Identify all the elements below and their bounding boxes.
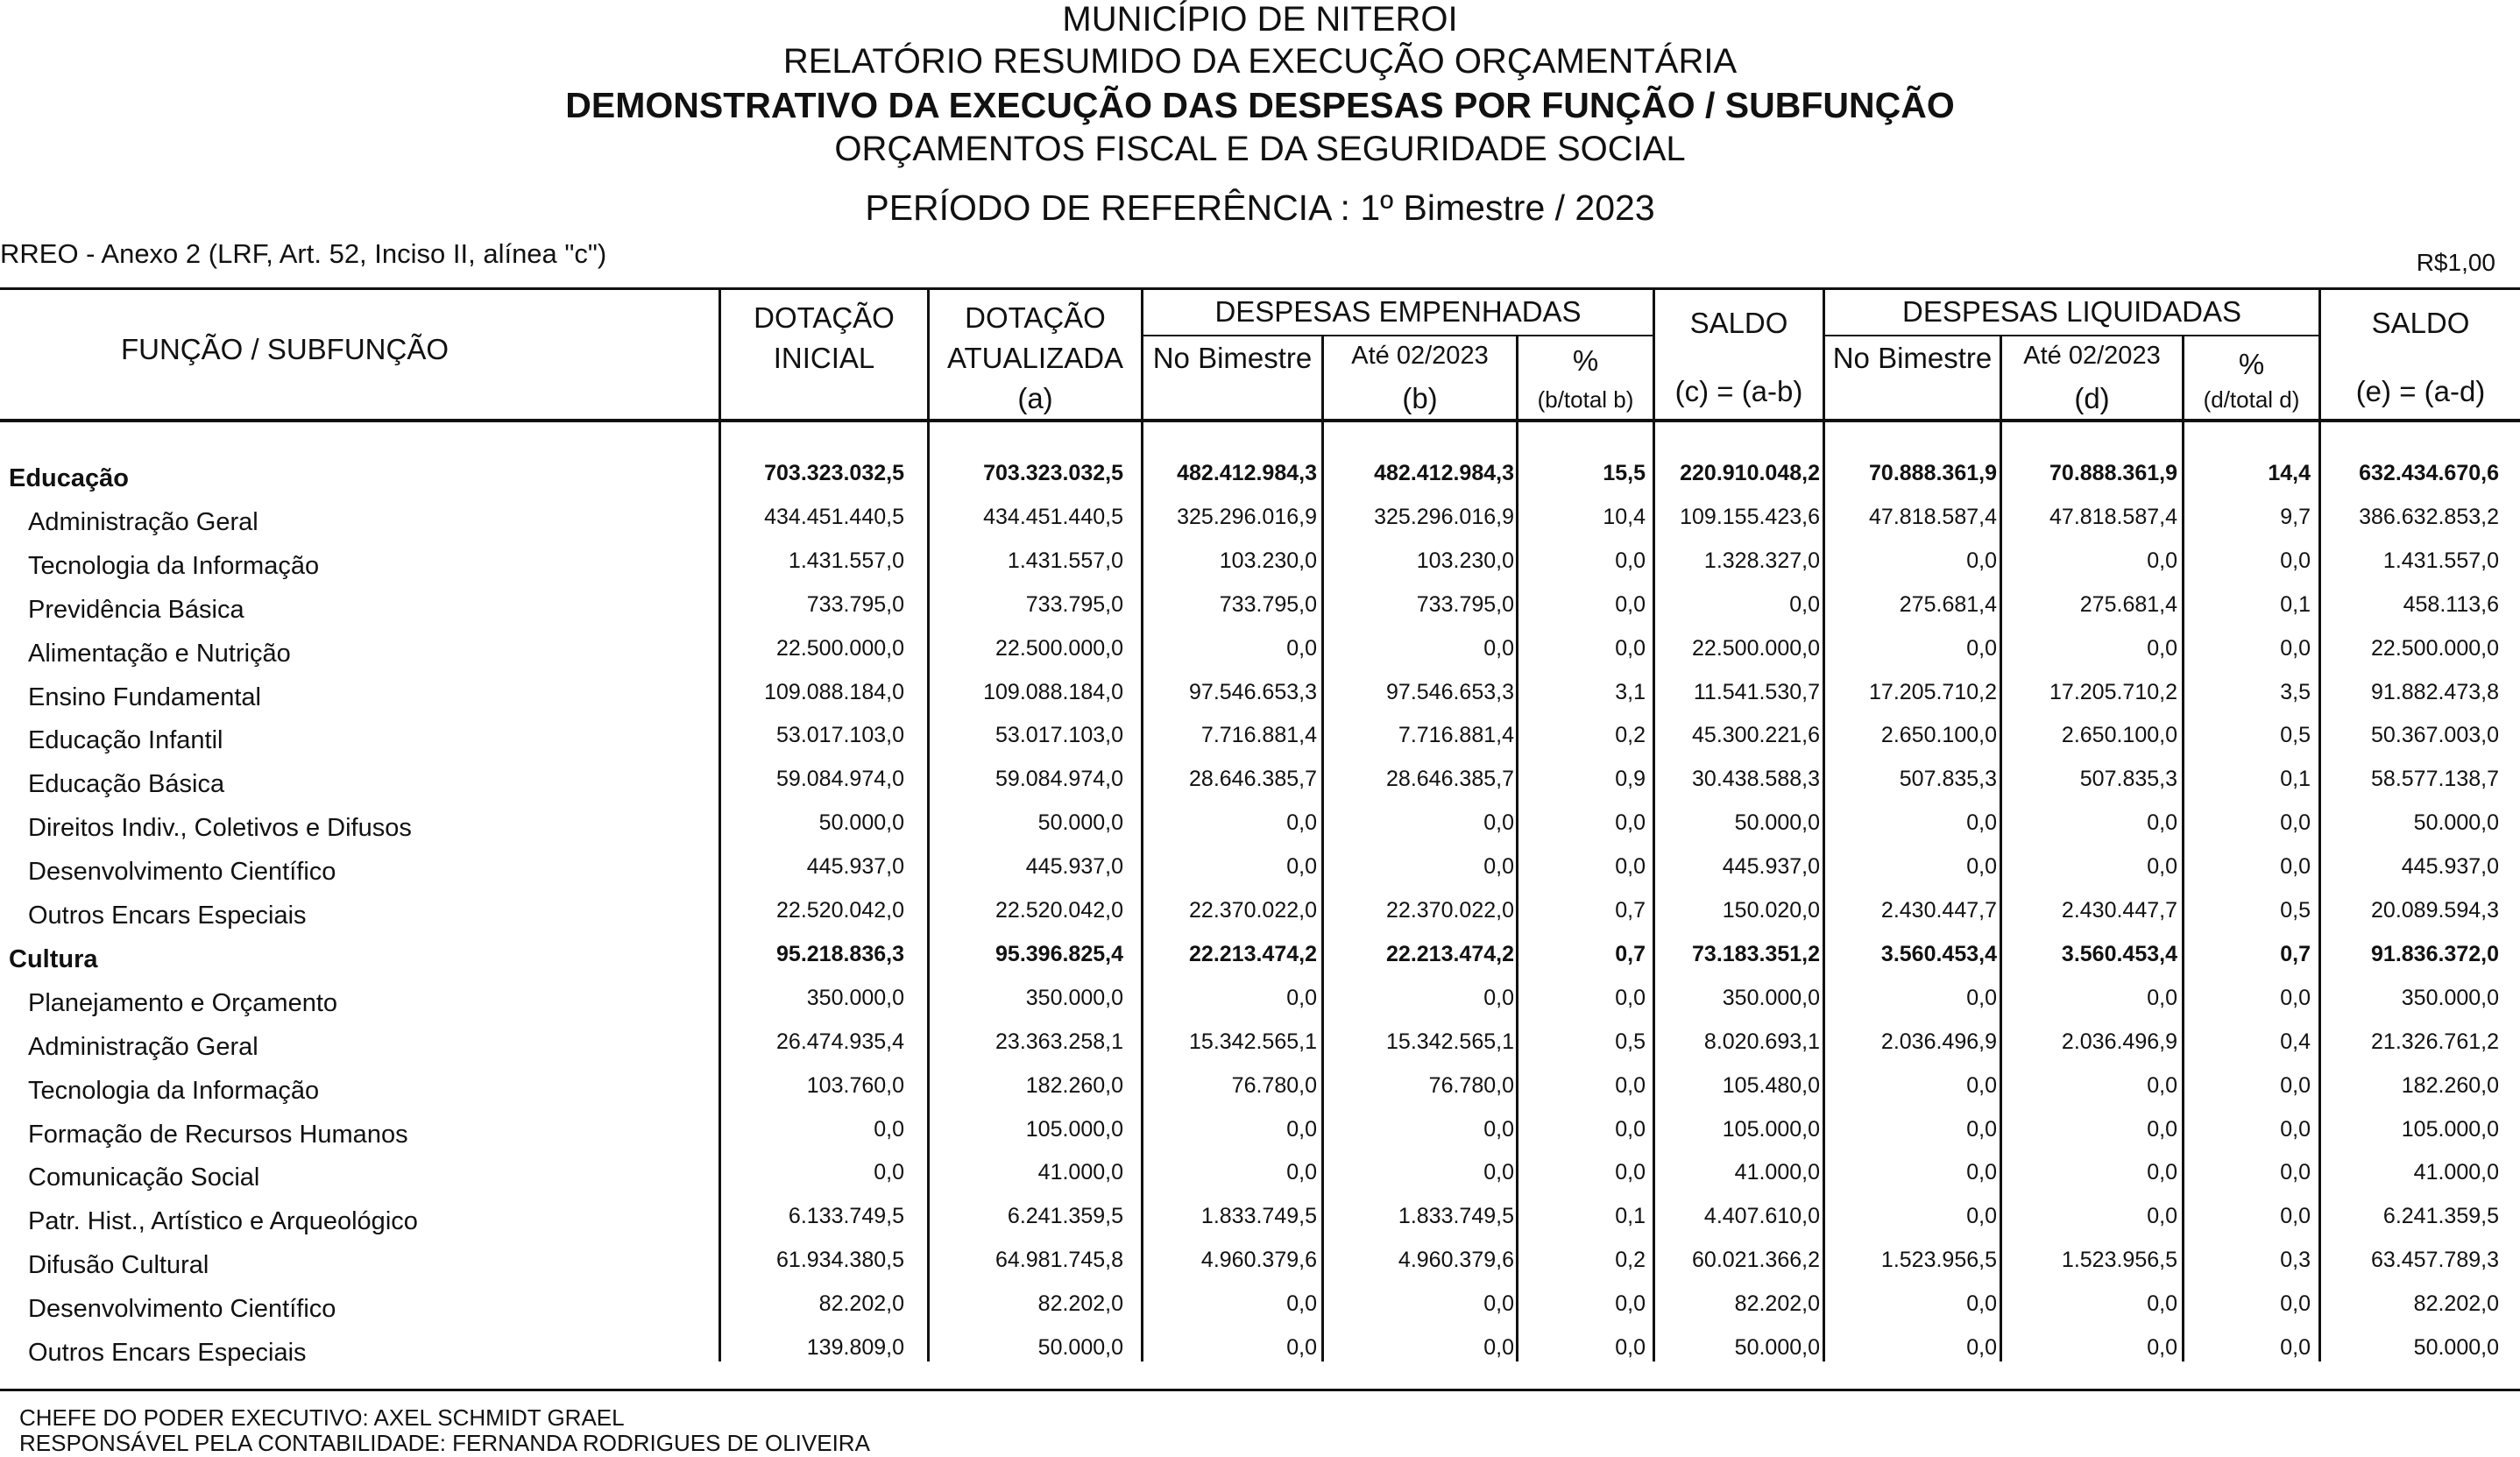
cell-dotacao-inicial: 434.451.440,5 bbox=[764, 505, 904, 529]
cell-empenhadas-bimestre: 4.960.379,6 bbox=[1200, 1248, 1317, 1272]
cell-liquidadas-ate: 0,0 bbox=[2147, 636, 2177, 661]
cell-empenhadas-ate: 4.960.379,6 bbox=[1398, 1248, 1514, 1272]
cell-dotacao-atualizada: 6.241.359,5 bbox=[1007, 1204, 1123, 1228]
cell-empenhadas-ate: 28.646.385,7 bbox=[1386, 767, 1514, 791]
cell-liquidadas-ate: 0,0 bbox=[2147, 548, 2177, 573]
cell-empenhadas-bimestre: 22.213.474,2 bbox=[1189, 942, 1317, 966]
cell-saldo-c: 11.541.530,7 bbox=[1693, 680, 1820, 704]
table-row bbox=[0, 589, 2520, 629]
cell-empenhadas-ate: 325.296.016,9 bbox=[1374, 505, 1514, 529]
cell-dotacao-atualizada: 445.937,0 bbox=[1025, 854, 1123, 879]
subfuncao-label: Tecnologia da Informação bbox=[28, 552, 320, 580]
cell-liquidadas-bimestre: 0,0 bbox=[1966, 1204, 1997, 1228]
cell-saldo-e: 20.089.594,3 bbox=[2371, 898, 2499, 923]
table-row bbox=[0, 545, 2520, 585]
cell-dotacao-atualizada: 41.000,0 bbox=[1037, 1160, 1123, 1185]
col-header-liq-pct-sub: (d/total d) bbox=[2203, 386, 2300, 413]
table-row bbox=[0, 719, 2520, 760]
report-annex: RREO - Anexo 2 (LRF, Art. 52, Inciso II, alínea "c") bbox=[0, 238, 607, 269]
cell-saldo-c: 22.500.000,0 bbox=[1692, 636, 1820, 661]
table-row bbox=[0, 501, 2520, 541]
cell-liquidadas-pct: 0,0 bbox=[2280, 636, 2311, 661]
cell-dotacao-atualizada: 1.431.557,0 bbox=[1007, 548, 1123, 573]
cell-liquidadas-ate: 0,0 bbox=[2147, 1204, 2177, 1228]
cell-dotacao-atualizada: 50.000,0 bbox=[1037, 810, 1123, 835]
table-row bbox=[0, 895, 2520, 935]
cell-saldo-e: 82.202,0 bbox=[2413, 1291, 2499, 1316]
cell-liquidadas-pct: 0,0 bbox=[2280, 986, 2311, 1010]
cell-saldo-c: 8.020.693,1 bbox=[1703, 1029, 1820, 1054]
cell-liquidadas-bimestre: 2.650.100,0 bbox=[1880, 723, 1997, 747]
cell-liquidadas-ate: 0,0 bbox=[2147, 810, 2177, 835]
cell-empenhadas-bimestre: 0,0 bbox=[1286, 1291, 1317, 1316]
cell-empenhadas-pct: 0,2 bbox=[1615, 723, 1646, 747]
table-row bbox=[0, 1156, 2520, 1197]
cell-liquidadas-ate: 507.835,3 bbox=[2079, 767, 2177, 791]
cell-saldo-e: 105.000,0 bbox=[2401, 1117, 2499, 1142]
cell-saldo-c: 45.300.221,6 bbox=[1692, 723, 1820, 747]
cell-saldo-c: 50.000,0 bbox=[1734, 1335, 1820, 1360]
cell-liquidadas-bimestre: 0,0 bbox=[1966, 636, 1997, 661]
cell-saldo-e: 63.457.789,3 bbox=[2371, 1248, 2499, 1272]
cell-dotacao-atualizada: 109.088.184,0 bbox=[983, 680, 1123, 704]
cell-saldo-c: 50.000,0 bbox=[1734, 810, 1820, 835]
table-row bbox=[0, 676, 2520, 717]
cell-liquidadas-bimestre: 0,0 bbox=[1966, 1117, 1997, 1142]
cell-empenhadas-pct: 10,4 bbox=[1603, 505, 1646, 529]
cell-liquidadas-ate: 2.036.496,9 bbox=[2061, 1029, 2177, 1054]
cell-dotacao-atualizada: 350.000,0 bbox=[1025, 986, 1123, 1010]
cell-empenhadas-bimestre: 76.780,0 bbox=[1231, 1073, 1317, 1098]
cell-liquidadas-pct: 0,0 bbox=[2280, 810, 2311, 835]
cell-saldo-e: 632.434.670,6 bbox=[2359, 461, 2499, 485]
subfuncao-label: Desenvolvimento Científico bbox=[28, 1295, 336, 1323]
cell-dotacao-atualizada: 733.795,0 bbox=[1025, 592, 1123, 617]
cell-liquidadas-bimestre: 2.430.447,7 bbox=[1880, 898, 1997, 923]
table-top-rule bbox=[0, 287, 2520, 290]
cell-dotacao-inicial: 61.934.380,5 bbox=[776, 1248, 904, 1272]
cell-empenhadas-pct: 0,0 bbox=[1615, 1335, 1646, 1360]
cell-liquidadas-pct: 0,5 bbox=[2280, 898, 2311, 923]
table-bottom-rule bbox=[0, 1389, 2520, 1391]
cell-saldo-e: 58.577.138,7 bbox=[2371, 767, 2499, 791]
table-row bbox=[0, 1114, 2520, 1154]
cell-saldo-e: 350.000,0 bbox=[2401, 986, 2499, 1010]
cell-empenhadas-ate: 0,0 bbox=[1483, 1335, 1514, 1360]
cell-liquidadas-pct: 0,1 bbox=[2280, 592, 2311, 617]
cell-saldo-e: 1.431.557,0 bbox=[2382, 548, 2499, 573]
cell-empenhadas-ate: 0,0 bbox=[1483, 854, 1514, 879]
cell-liquidadas-bimestre: 17.205.710,2 bbox=[1869, 680, 1997, 704]
subfuncao-label: Desenvolvimento Científico bbox=[28, 858, 336, 886]
cell-dotacao-inicial: 50.000,0 bbox=[818, 810, 904, 835]
cell-empenhadas-pct: 0,1 bbox=[1615, 1204, 1646, 1228]
cell-liquidadas-pct: 0,0 bbox=[2280, 1291, 2311, 1316]
cell-dotacao-atualizada: 703.323.032,5 bbox=[983, 461, 1123, 485]
cell-liquidadas-bimestre: 507.835,3 bbox=[1899, 767, 1997, 791]
cell-empenhadas-pct: 3,1 bbox=[1615, 680, 1646, 704]
cell-empenhadas-bimestre: 7.716.881,4 bbox=[1200, 723, 1317, 747]
col-group-empenhadas: DESPESAS EMPENHADAS bbox=[1214, 295, 1582, 328]
cell-dotacao-inicial: 103.760,0 bbox=[806, 1073, 904, 1098]
subfuncao-label: Outros Encars Especiais bbox=[28, 902, 307, 930]
cell-saldo-c: 41.000,0 bbox=[1734, 1160, 1820, 1185]
cell-empenhadas-ate: 733.795,0 bbox=[1416, 592, 1514, 617]
cell-liquidadas-bimestre: 3.560.453,4 bbox=[1880, 942, 1997, 966]
cell-liquidadas-pct: 0,0 bbox=[2280, 1073, 2311, 1098]
cell-dotacao-atualizada: 82.202,0 bbox=[1037, 1291, 1123, 1316]
cell-dotacao-inicial: 22.520.042,0 bbox=[776, 898, 904, 923]
cell-liquidadas-ate: 47.818.587,4 bbox=[2049, 505, 2177, 529]
col-group-liquidadas: DESPESAS LIQUIDADAS bbox=[1902, 295, 2241, 328]
col-header-liq-pct: % bbox=[2238, 348, 2265, 380]
report-municipality: MUNICÍPIO DE NITEROI bbox=[1062, 0, 1458, 39]
cell-liquidadas-bimestre: 1.523.956,5 bbox=[1880, 1248, 1997, 1272]
cell-empenhadas-bimestre: 0,0 bbox=[1286, 1335, 1317, 1360]
cell-liquidadas-bimestre: 2.036.496,9 bbox=[1880, 1029, 1997, 1054]
report-budget-scope: ORÇAMENTOS FISCAL E DA SEGURIDADE SOCIAL bbox=[834, 130, 1686, 168]
cell-empenhadas-ate: 0,0 bbox=[1483, 810, 1514, 835]
cell-liquidadas-bimestre: 0,0 bbox=[1966, 1160, 1997, 1185]
cell-empenhadas-pct: 0,0 bbox=[1615, 986, 1646, 1010]
liq-group-rule bbox=[1823, 335, 2320, 336]
subfuncao-label: Previdência Básica bbox=[28, 596, 244, 624]
subfuncao-label: Outros Encars Especiais bbox=[28, 1339, 307, 1367]
cell-liquidadas-ate: 0,0 bbox=[2147, 1073, 2177, 1098]
cell-saldo-e: 50.367.003,0 bbox=[2371, 723, 2499, 747]
subfuncao-label: Patr. Hist., Artístico e Arqueológico bbox=[28, 1207, 418, 1235]
col-header-liq-d: (d) bbox=[2074, 382, 2110, 414]
cell-empenhadas-ate: 22.370.022,0 bbox=[1386, 898, 1514, 923]
report-title: RELATÓRIO RESUMIDO DA EXECUÇÃO ORÇAMENTÁRIA bbox=[782, 42, 1738, 81]
cell-liquidadas-pct: 0,0 bbox=[2280, 1160, 2311, 1185]
cell-empenhadas-bimestre: 15.342.565,1 bbox=[1189, 1029, 1317, 1054]
cell-saldo-e: 21.326.761,2 bbox=[2371, 1029, 2499, 1054]
cell-saldo-c: 1.328.327,0 bbox=[1703, 548, 1820, 573]
cell-saldo-e: 50.000,0 bbox=[2413, 810, 2499, 835]
cell-dotacao-inicial: 703.323.032,5 bbox=[764, 461, 904, 485]
table-row bbox=[0, 1332, 2520, 1372]
subfuncao-label: Ensino Fundamental bbox=[28, 683, 261, 711]
col-header-dotacao-atualizada: DOTAÇÃO bbox=[965, 301, 1106, 334]
cell-dotacao-atualizada: 95.396.825,4 bbox=[995, 942, 1123, 966]
table-row bbox=[0, 763, 2520, 803]
cell-empenhadas-pct: 0,7 bbox=[1615, 898, 1646, 923]
col-header-dotacao-inicial: DOTAÇÃO bbox=[754, 301, 895, 334]
cell-empenhadas-bimestre: 97.546.653,3 bbox=[1189, 680, 1317, 704]
cell-liquidadas-pct: 0,7 bbox=[2280, 942, 2311, 966]
cell-empenhadas-bimestre: 0,0 bbox=[1286, 810, 1317, 835]
cell-liquidadas-pct: 0,0 bbox=[2280, 1204, 2311, 1228]
cell-liquidadas-pct: 0,0 bbox=[2280, 1335, 2311, 1360]
cell-empenhadas-bimestre: 0,0 bbox=[1286, 986, 1317, 1010]
cell-liquidadas-pct: 0,3 bbox=[2280, 1248, 2311, 1272]
subfuncao-label: Planejamento e Orçamento bbox=[28, 989, 338, 1017]
subfuncao-label: Formação de Recursos Humanos bbox=[28, 1121, 408, 1149]
cell-liquidadas-ate: 70.888.361,9 bbox=[2049, 461, 2177, 485]
cell-liquidadas-bimestre: 0,0 bbox=[1966, 548, 1997, 573]
cell-liquidadas-pct: 0,0 bbox=[2280, 548, 2311, 573]
cell-saldo-e: 91.836.372,0 bbox=[2371, 942, 2499, 966]
cell-empenhadas-pct: 0,0 bbox=[1615, 1117, 1646, 1142]
cell-dotacao-inicial: 6.133.749,5 bbox=[788, 1204, 904, 1228]
cell-empenhadas-pct: 0,5 bbox=[1615, 1029, 1646, 1054]
cell-saldo-c: 109.155.423,6 bbox=[1680, 505, 1820, 529]
table-row bbox=[0, 1244, 2520, 1284]
cell-liquidadas-bimestre: 70.888.361,9 bbox=[1869, 461, 1997, 485]
cell-saldo-c: 0,0 bbox=[1789, 592, 1820, 617]
cell-saldo-c: 220.910.048,2 bbox=[1680, 461, 1820, 485]
report-period: PERÍODO DE REFERÊNCIA : 1º Bimestre / 2023 bbox=[865, 187, 1655, 228]
col-header-emp-pct-sub: (b/total b) bbox=[1537, 386, 1634, 413]
cell-empenhadas-ate: 103.230,0 bbox=[1416, 548, 1514, 573]
cell-saldo-c: 30.438.588,3 bbox=[1692, 767, 1820, 791]
cell-liquidadas-ate: 2.430.447,7 bbox=[2061, 898, 2177, 923]
cell-empenhadas-pct: 0,0 bbox=[1615, 592, 1646, 617]
cell-empenhadas-ate: 482.412.984,3 bbox=[1374, 461, 1514, 485]
funcao-label: Educação bbox=[9, 464, 129, 492]
cell-saldo-c: 105.480,0 bbox=[1722, 1073, 1820, 1098]
cell-empenhadas-ate: 1.833.749,5 bbox=[1398, 1204, 1514, 1228]
cell-liquidadas-pct: 0,4 bbox=[2280, 1029, 2311, 1054]
cell-dotacao-atualizada: 23.363.258,1 bbox=[995, 1029, 1123, 1054]
table-row bbox=[0, 1026, 2520, 1066]
cell-dotacao-inicial: 445.937,0 bbox=[806, 854, 904, 879]
cell-dotacao-inicial: 26.474.935,4 bbox=[776, 1029, 904, 1054]
cell-empenhadas-bimestre: 325.296.016,9 bbox=[1177, 505, 1317, 529]
cell-liquidadas-ate: 275.681,4 bbox=[2079, 592, 2177, 617]
subfuncao-label: Tecnologia da Informação bbox=[28, 1077, 320, 1105]
cell-saldo-e: 41.000,0 bbox=[2413, 1160, 2499, 1185]
table-row bbox=[0, 1200, 2520, 1241]
col-header-dotacao-inicial-sub: INICIAL bbox=[773, 342, 875, 374]
cell-liquidadas-pct: 0,0 bbox=[2280, 1117, 2311, 1142]
table-group-row bbox=[0, 938, 2520, 979]
col-header-emp-b: (b) bbox=[1402, 382, 1438, 414]
cell-dotacao-atualizada: 105.000,0 bbox=[1025, 1117, 1123, 1142]
cell-empenhadas-pct: 0,0 bbox=[1615, 548, 1646, 573]
cell-liquidadas-bimestre: 0,0 bbox=[1966, 810, 1997, 835]
cell-liquidadas-bimestre: 47.818.587,4 bbox=[1869, 505, 1997, 529]
col-header-funcao: FUNÇÃO / SUBFUNÇÃO bbox=[120, 333, 449, 365]
header-bottom-rule bbox=[0, 419, 2520, 422]
cell-empenhadas-pct: 0,0 bbox=[1615, 1160, 1646, 1185]
cell-dotacao-inicial: 95.218.836,3 bbox=[776, 942, 904, 966]
cell-saldo-e: 445.937,0 bbox=[2401, 854, 2499, 879]
cell-empenhadas-ate: 7.716.881,4 bbox=[1398, 723, 1514, 747]
cell-empenhadas-bimestre: 103.230,0 bbox=[1219, 548, 1317, 573]
cell-dotacao-atualizada: 22.500.000,0 bbox=[995, 636, 1123, 661]
subfuncao-label: Direitos Indiv., Coletivos e Difusos bbox=[28, 814, 412, 842]
cell-dotacao-atualizada: 64.981.745,8 bbox=[995, 1248, 1123, 1272]
cell-empenhadas-bimestre: 28.646.385,7 bbox=[1189, 767, 1317, 791]
cell-liquidadas-bimestre: 0,0 bbox=[1966, 1335, 1997, 1360]
col-header-liq-ate: Até 02/2023 bbox=[2023, 342, 2161, 370]
cell-saldo-c: 82.202,0 bbox=[1734, 1291, 1820, 1316]
table-row bbox=[0, 633, 2520, 673]
cell-saldo-e: 22.500.000,0 bbox=[2371, 636, 2499, 661]
cell-liquidadas-bimestre: 0,0 bbox=[1966, 986, 1997, 1010]
cell-empenhadas-bimestre: 733.795,0 bbox=[1219, 592, 1317, 617]
cell-empenhadas-pct: 0,0 bbox=[1615, 810, 1646, 835]
cell-empenhadas-pct: 0,0 bbox=[1615, 1073, 1646, 1098]
cell-liquidadas-pct: 0,0 bbox=[2280, 854, 2311, 879]
subfuncao-label: Educação Básica bbox=[28, 770, 225, 798]
cell-empenhadas-ate: 0,0 bbox=[1483, 1117, 1514, 1142]
cell-dotacao-atualizada: 22.520.042,0 bbox=[995, 898, 1123, 923]
cell-empenhadas-bimestre: 1.833.749,5 bbox=[1200, 1204, 1317, 1228]
cell-saldo-e: 91.882.473,8 bbox=[2371, 680, 2499, 704]
cell-liquidadas-ate: 3.560.453,4 bbox=[2061, 942, 2177, 966]
subfuncao-label: Alimentação e Nutrição bbox=[28, 640, 291, 668]
cell-liquidadas-pct: 14,4 bbox=[2268, 461, 2311, 485]
cell-dotacao-inicial: 0,0 bbox=[874, 1160, 904, 1185]
cell-empenhadas-ate: 22.213.474,2 bbox=[1386, 942, 1514, 966]
cell-saldo-c: 60.021.366,2 bbox=[1692, 1248, 1820, 1272]
cell-dotacao-atualizada: 434.451.440,5 bbox=[983, 505, 1123, 529]
col-header-liq-bimestre: No Bimestre bbox=[1832, 342, 1993, 374]
col-header-saldo-e-formula: (e) = (a-d) bbox=[2355, 375, 2486, 407]
cell-empenhadas-ate: 97.546.653,3 bbox=[1386, 680, 1514, 704]
subfuncao-label: Comunicação Social bbox=[28, 1163, 260, 1192]
table-row bbox=[0, 1288, 2520, 1328]
cell-dotacao-inicial: 59.084.974,0 bbox=[776, 767, 904, 791]
cell-liquidadas-ate: 17.205.710,2 bbox=[2049, 680, 2177, 704]
cell-liquidadas-ate: 0,0 bbox=[2147, 1335, 2177, 1360]
footer-responsavel-contabilidade: RESPONSÁVEL PELA CONTABILIDADE: FERNANDA RODRIGUES DE OLIVEIRA bbox=[19, 1430, 870, 1456]
col-header-saldo-e: SALDO bbox=[2371, 307, 2470, 339]
footer-chefe-executivo: CHEFE DO PODER EXECUTIVO: AXEL SCHMIDT GRAEL bbox=[19, 1404, 625, 1431]
cell-saldo-e: 386.632.853,2 bbox=[2359, 505, 2499, 529]
subfuncao-label: Educação Infantil bbox=[28, 726, 223, 754]
col-header-saldo-c: SALDO bbox=[1689, 307, 1788, 339]
table-group-row bbox=[0, 457, 2520, 498]
cell-dotacao-atualizada: 53.017.103,0 bbox=[995, 723, 1123, 747]
cell-liquidadas-ate: 0,0 bbox=[2147, 986, 2177, 1010]
cell-liquidadas-bimestre: 0,0 bbox=[1966, 854, 1997, 879]
col-header-emp-pct: % bbox=[1572, 344, 1599, 377]
cell-empenhadas-pct: 0,0 bbox=[1615, 1291, 1646, 1316]
currency-unit: R$1,00 bbox=[2416, 249, 2495, 276]
cell-saldo-e: 458.113,6 bbox=[2403, 592, 2499, 617]
cell-empenhadas-bimestre: 482.412.984,3 bbox=[1177, 461, 1317, 485]
cell-dotacao-inicial: 22.500.000,0 bbox=[776, 636, 904, 661]
cell-saldo-e: 6.241.359,5 bbox=[2382, 1204, 2499, 1228]
cell-empenhadas-bimestre: 22.370.022,0 bbox=[1189, 898, 1317, 923]
cell-empenhadas-ate: 0,0 bbox=[1483, 636, 1514, 661]
cell-dotacao-inicial: 53.017.103,0 bbox=[776, 723, 904, 747]
cell-empenhadas-pct: 0,0 bbox=[1615, 636, 1646, 661]
cell-empenhadas-ate: 0,0 bbox=[1483, 986, 1514, 1010]
cell-dotacao-atualizada: 59.084.974,0 bbox=[995, 767, 1123, 791]
cell-liquidadas-pct: 0,5 bbox=[2280, 723, 2311, 747]
cell-liquidadas-pct: 9,7 bbox=[2280, 505, 2311, 529]
funcao-label: Cultura bbox=[9, 945, 98, 973]
cell-saldo-e: 50.000,0 bbox=[2413, 1335, 2499, 1360]
cell-liquidadas-ate: 0,0 bbox=[2147, 1291, 2177, 1316]
report-subtitle: DEMONSTRATIVO DA EXECUÇÃO DAS DESPESAS POR FUNÇÃO / SUBFUNÇÃO bbox=[565, 85, 1955, 125]
cell-empenhadas-bimestre: 0,0 bbox=[1286, 636, 1317, 661]
cell-saldo-c: 4.407.610,0 bbox=[1703, 1204, 1820, 1228]
col-header-saldo-c-formula: (c) = (a-b) bbox=[1674, 375, 1803, 407]
col-header-dotacao-atualizada-sub: ATUALIZADA bbox=[946, 342, 1124, 374]
cell-dotacao-inicial: 139.809,0 bbox=[806, 1335, 904, 1360]
cell-saldo-c: 105.000,0 bbox=[1722, 1117, 1820, 1142]
cell-dotacao-inicial: 733.795,0 bbox=[806, 592, 904, 617]
cell-empenhadas-bimestre: 0,0 bbox=[1286, 1160, 1317, 1185]
cell-empenhadas-ate: 0,0 bbox=[1483, 1291, 1514, 1316]
col-header-dotacao-atualizada-a: (a) bbox=[1017, 382, 1053, 414]
cell-empenhadas-pct: 15,5 bbox=[1603, 461, 1646, 485]
cell-liquidadas-bimestre: 0,0 bbox=[1966, 1291, 1997, 1316]
cell-saldo-c: 73.183.351,2 bbox=[1692, 942, 1820, 966]
subfuncao-label: Difusão Cultural bbox=[28, 1251, 209, 1279]
cell-saldo-c: 445.937,0 bbox=[1722, 854, 1820, 879]
table-row bbox=[0, 1070, 2520, 1110]
cell-liquidadas-bimestre: 275.681,4 bbox=[1899, 592, 1997, 617]
cell-liquidadas-ate: 0,0 bbox=[2147, 854, 2177, 879]
cell-liquidadas-ate: 2.650.100,0 bbox=[2061, 723, 2177, 747]
cell-dotacao-inicial: 350.000,0 bbox=[806, 986, 904, 1010]
cell-dotacao-inicial: 1.431.557,0 bbox=[788, 548, 904, 573]
cell-dotacao-inicial: 82.202,0 bbox=[818, 1291, 904, 1316]
subfuncao-label: Administração Geral bbox=[28, 508, 258, 536]
cell-empenhadas-pct: 0,0 bbox=[1615, 854, 1646, 879]
col-header-emp-ate: Até 02/2023 bbox=[1351, 342, 1489, 370]
cell-empenhadas-bimestre: 0,0 bbox=[1286, 1117, 1317, 1142]
cell-dotacao-atualizada: 182.260,0 bbox=[1025, 1073, 1123, 1098]
cell-dotacao-inicial: 109.088.184,0 bbox=[764, 680, 904, 704]
table-row bbox=[0, 807, 2520, 847]
cell-empenhadas-ate: 76.780,0 bbox=[1428, 1073, 1514, 1098]
table-row bbox=[0, 851, 2520, 891]
cell-empenhadas-pct: 0,7 bbox=[1615, 942, 1646, 966]
cell-saldo-c: 150.020,0 bbox=[1722, 898, 1820, 923]
cell-liquidadas-ate: 0,0 bbox=[2147, 1117, 2177, 1142]
cell-dotacao-inicial: 0,0 bbox=[874, 1117, 904, 1142]
cell-saldo-e: 182.260,0 bbox=[2401, 1073, 2499, 1098]
cell-liquidadas-ate: 1.523.956,5 bbox=[2061, 1248, 2177, 1272]
emp-group-rule bbox=[1141, 335, 1654, 336]
cell-empenhadas-ate: 15.342.565,1 bbox=[1386, 1029, 1514, 1054]
cell-empenhadas-pct: 0,9 bbox=[1615, 767, 1646, 791]
cell-liquidadas-pct: 3,5 bbox=[2280, 680, 2311, 704]
cell-liquidadas-bimestre: 0,0 bbox=[1966, 1073, 1997, 1098]
cell-empenhadas-ate: 0,0 bbox=[1483, 1160, 1514, 1185]
cell-empenhadas-pct: 0,2 bbox=[1615, 1248, 1646, 1272]
subfuncao-label: Administração Geral bbox=[28, 1033, 258, 1061]
table-row bbox=[0, 982, 2520, 1022]
cell-dotacao-atualizada: 50.000,0 bbox=[1037, 1335, 1123, 1360]
col-header-emp-bimestre: No Bimestre bbox=[1152, 342, 1313, 374]
cell-empenhadas-bimestre: 0,0 bbox=[1286, 854, 1317, 879]
cell-liquidadas-ate: 0,0 bbox=[2147, 1160, 2177, 1185]
cell-liquidadas-pct: 0,1 bbox=[2280, 767, 2311, 791]
cell-saldo-c: 350.000,0 bbox=[1722, 986, 1820, 1010]
